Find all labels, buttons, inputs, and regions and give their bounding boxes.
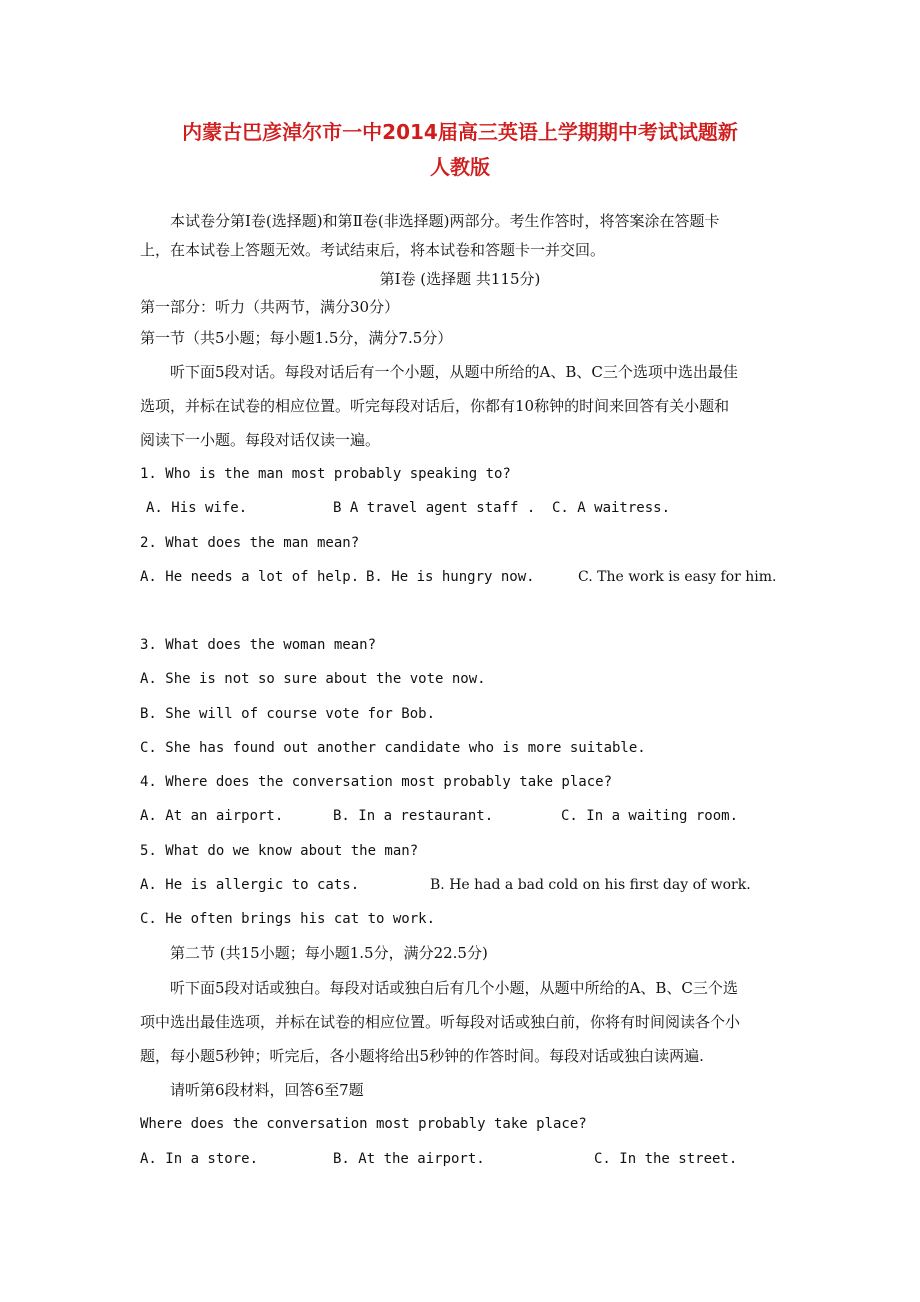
- question-1-option-c: C. A waitress.: [552, 500, 671, 516]
- question-4-option-c: C. In a waiting room.: [561, 808, 739, 824]
- volume-heading: 第Ⅰ卷 (选择题 共115分): [379, 270, 541, 288]
- question-5-option-b: B. He had a bad cold on his first day of work.: [430, 877, 751, 893]
- section1-heading: 第一节（共5小题；每小题1.5分，满分7.5分）: [140, 329, 453, 347]
- section1-instruction-3: 阅读下一小题。每段对话仅读一遍。: [140, 431, 381, 449]
- question-2-option-a: A. He needs a lot of help.: [140, 569, 360, 585]
- question-3-option-b: B. She will of course vote for Bob.: [140, 706, 436, 722]
- section1-instruction-2: 选项，并标在试卷的相应位置。听完每段对话后，你都有10称钟的时间来回答有关小题和: [140, 397, 730, 415]
- question-2-option-b: B. He is hungry now.: [366, 569, 535, 585]
- section2-instruction-2: 项中选出最佳选项，并标在试卷的相应位置。听每段对话或独白前，你将有时间阅读各个小: [140, 1013, 741, 1031]
- document-title-line2: 人教版: [430, 155, 490, 179]
- question-2-option-c: C. The work is easy for him.: [578, 569, 777, 585]
- question-4-option-b: B. In a restaurant.: [333, 808, 494, 824]
- question-5-option-c: C. He often brings his cat to work.: [140, 911, 436, 927]
- question-2-stem: 2. What does the man mean?: [140, 535, 360, 551]
- question-1-option-b: B A travel agent staff .: [333, 500, 536, 516]
- question-6-option-c: C. In the street.: [594, 1151, 738, 1167]
- question-3-stem: 3. What does the woman mean?: [140, 637, 377, 653]
- question-3-option-a: A. She is not so sure about the vote now.: [140, 671, 486, 687]
- part1-heading: 第一部分：听力（共两节，满分30分）: [140, 298, 400, 316]
- question-6-option-b: B. At the airport.: [333, 1151, 485, 1167]
- question-6-stem: Where does the conversation most probably take place?: [140, 1116, 587, 1132]
- question-6-option-a: A. In a store.: [140, 1151, 259, 1167]
- question-4-option-a: A. At an airport.: [140, 808, 284, 824]
- section2-instruction-3: 题，每小题5秒钟；听完后，各小题将给出5秒钟的作答时间。每段对话或独白读两遍.: [140, 1047, 704, 1065]
- material-6-prompt: 请听第6段材料，回答6至7题: [170, 1081, 364, 1099]
- section2-instruction-1: 听下面5段对话或独白。每段对话或独白后有几个小题，从题中所给的A、B、C三个选: [170, 979, 738, 997]
- intro-line-2: 上，在本试卷上答题无效。考试结束后，将本试卷和答题卡一并交回。: [140, 241, 606, 259]
- question-5-stem: 5. What do we know about the man?: [140, 843, 419, 859]
- section2-heading: 第二节 (共15小题；每小题1.5分，满分22.5分): [170, 944, 488, 962]
- section1-instruction-1: 听下面5段对话。每段对话后有一个小题，从题中所给的A、B、C三个选项中选出最佳: [170, 363, 738, 381]
- question-3-option-c: C. She has found out another candidate who is more suitable.: [140, 740, 646, 756]
- question-4-stem: 4. Where does the conversation most probably take place?: [140, 774, 613, 790]
- question-1-stem: 1. Who is the man most probably speaking to?: [140, 466, 511, 482]
- question-5-option-a: A. He is allergic to cats.: [140, 877, 360, 893]
- question-1-option-a: A. His wife.: [146, 500, 248, 516]
- intro-line-1: 本试卷分第Ⅰ卷(选择题)和第Ⅱ卷(非选择题)两部分。考生作答时，将答案涂在答题卡: [170, 212, 720, 230]
- document-title-line1: 内蒙古巴彦淖尔市一中2014届高三英语上学期期中考试试题新: [182, 120, 738, 144]
